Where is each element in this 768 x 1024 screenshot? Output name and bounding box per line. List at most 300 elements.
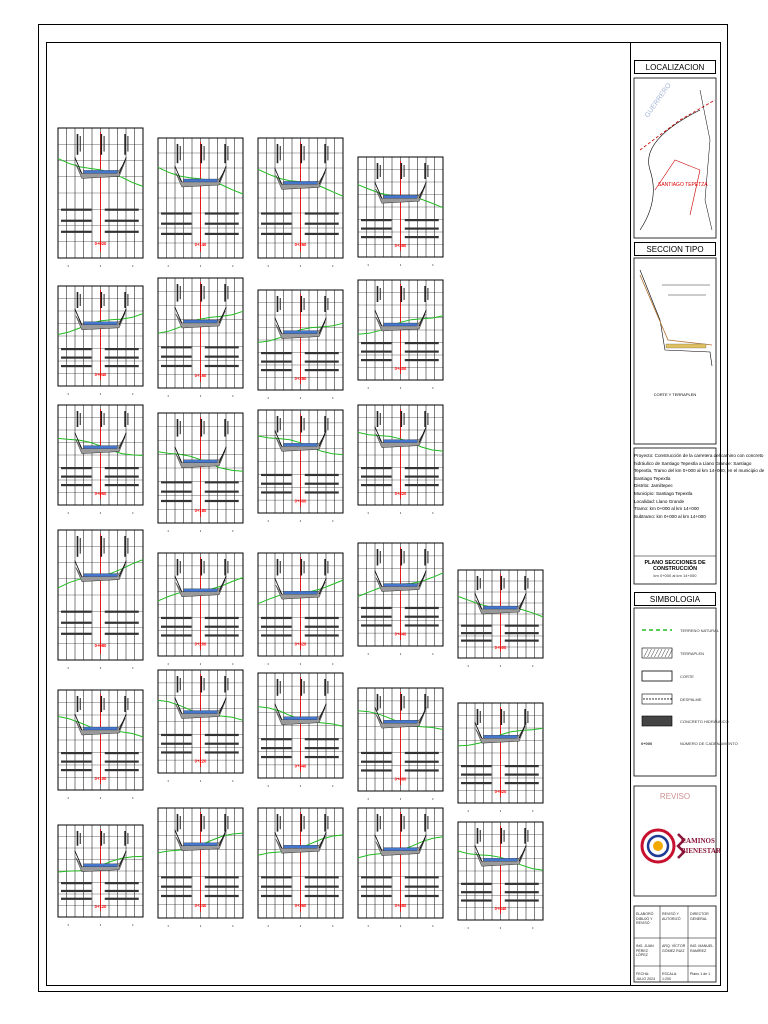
label-block [124, 134, 126, 155]
label-block [424, 286, 426, 302]
data-text [261, 212, 292, 214]
data-text [405, 624, 439, 626]
data-text [361, 876, 392, 878]
axis-tick-label: • [99, 795, 102, 800]
axis-tick-label: • [232, 661, 234, 666]
data-text [161, 626, 192, 628]
label-block [224, 559, 226, 575]
label-block [204, 146, 205, 160]
label-block [377, 286, 379, 302]
data-text [105, 890, 139, 892]
cross-section [358, 157, 443, 267]
data-text [161, 365, 192, 367]
axis-tick-label: • [67, 510, 69, 515]
label-block [327, 561, 328, 573]
label-block [77, 411, 79, 427]
data-text [505, 883, 539, 885]
slope-line [419, 427, 426, 443]
pavement [484, 606, 517, 609]
data-text [105, 467, 139, 469]
label-block [180, 146, 181, 160]
axis-tick-label: • [532, 663, 534, 668]
data-text [505, 782, 539, 784]
label-block [77, 134, 79, 155]
axis-tick-label: • [167, 923, 169, 928]
label-block [304, 681, 305, 694]
axis-tick-label: • [132, 795, 134, 800]
data-text [261, 756, 292, 758]
data-text [105, 769, 139, 771]
plano-subtitle: km 0+000 al km 14+000 [653, 573, 697, 578]
label-block [201, 144, 203, 163]
station-label: 0+520 [494, 789, 507, 794]
pavement [484, 858, 517, 861]
data-text [405, 761, 439, 763]
label-block [501, 828, 503, 844]
data-text [205, 634, 239, 636]
data-text [61, 220, 92, 222]
cross-section [158, 808, 243, 928]
axis-tick-label: • [299, 263, 302, 268]
slope-line [175, 830, 182, 846]
axis-tick-label: • [332, 661, 334, 666]
label-block [424, 694, 426, 710]
axis-tick-label: • [67, 795, 69, 800]
data-text [405, 607, 439, 609]
slope-line [375, 571, 382, 587]
data-text [261, 886, 292, 888]
slope-line [319, 430, 326, 446]
cross-section [158, 413, 243, 533]
data-text [261, 369, 292, 371]
label-block [201, 676, 203, 692]
slope-line [475, 593, 482, 609]
logo-text-caminos: CAMINOS [681, 837, 715, 845]
slope-line [119, 561, 126, 577]
slope-line [519, 593, 526, 609]
label-block [127, 136, 128, 152]
data-text [305, 617, 339, 619]
data-text [405, 484, 439, 486]
sign-cell: ELABORÓ DIBUJÓ Y REVISÓ [636, 912, 654, 926]
station-label: 0+140 [194, 242, 207, 247]
axis-tick-label: • [367, 796, 369, 801]
label-block [80, 698, 81, 710]
cross-section [58, 825, 143, 927]
label-block [301, 814, 303, 832]
slope-line [375, 427, 382, 443]
data-text [205, 481, 239, 483]
station-label: 0+320 [294, 641, 307, 647]
data-text [305, 895, 339, 897]
label-block [377, 694, 379, 710]
slope-line [375, 835, 382, 851]
label-block [80, 833, 81, 844]
label-block [324, 416, 326, 432]
label-block [477, 576, 479, 590]
revisor-label: REVISO [659, 792, 691, 801]
data-text [305, 491, 339, 493]
data-text [61, 484, 92, 486]
label-block [77, 831, 79, 846]
cross-section [358, 808, 443, 928]
pavement [384, 848, 417, 851]
slope-line [219, 307, 226, 323]
plano-title: PLANO SECCIONES DE CONSTRUCCIÓN [644, 560, 706, 572]
slope-line [319, 704, 326, 720]
data-text [405, 359, 439, 361]
axis-tick-label: • [167, 393, 169, 398]
label-block [227, 678, 228, 690]
axis-tick-label: • [232, 263, 234, 268]
pavement [84, 446, 117, 449]
axis-tick-label: • [232, 778, 234, 783]
axis-tick-label: • [67, 391, 69, 396]
data-text [361, 467, 392, 469]
label-block [380, 413, 381, 425]
project-line: Santiago Tepextla [634, 475, 671, 481]
cross-section [358, 280, 443, 390]
label-block [480, 578, 481, 589]
label-block [527, 830, 528, 842]
simbologia-header: SIMBOLOGIA [634, 592, 716, 606]
label-block [380, 551, 381, 563]
label-block [427, 288, 428, 300]
pavement [84, 322, 117, 325]
label-block [227, 421, 228, 434]
axis-tick-label: • [67, 665, 69, 670]
axis-tick-label: • [67, 922, 69, 927]
data-text [161, 500, 192, 502]
data-text [261, 747, 292, 749]
axis-tick-label: • [199, 661, 202, 666]
cross-section [458, 822, 543, 930]
label-block [127, 698, 128, 710]
station-label: 0+240 [194, 903, 207, 908]
label-block [77, 536, 79, 557]
data-text [261, 617, 292, 619]
label-block [280, 146, 281, 160]
data-text [305, 747, 339, 749]
sign-cell: FECHA: JULIO 2024 [636, 972, 656, 981]
label-block [304, 146, 305, 160]
axis-tick-label: • [432, 796, 434, 801]
data-text [205, 886, 239, 888]
data-text [205, 356, 239, 358]
cross-section [258, 553, 343, 666]
data-text [61, 752, 92, 754]
axis-tick-label: • [267, 923, 269, 928]
axis-tick-label: • [267, 518, 269, 523]
data-text [261, 233, 292, 235]
axis-tick-label: • [299, 395, 302, 400]
axis-tick-label: • [199, 263, 202, 268]
data-text [405, 476, 439, 478]
label-block [224, 814, 226, 832]
label-block [177, 559, 179, 575]
data-text [61, 476, 92, 478]
data-text [161, 223, 192, 225]
label-block [327, 418, 328, 430]
label-block [427, 696, 428, 708]
pavement [284, 331, 317, 334]
label-block [104, 538, 105, 554]
axis-tick-label: • [467, 808, 469, 813]
legend-despalme: DESPALME [680, 697, 702, 702]
pavement [384, 720, 417, 723]
data-text [161, 481, 192, 483]
data-text [305, 876, 339, 878]
label-block [501, 709, 503, 725]
label-block [304, 298, 305, 310]
data-text [461, 765, 492, 767]
data-text [61, 898, 92, 900]
axis-tick-label: • [399, 651, 402, 656]
label-block [401, 286, 403, 302]
station-label: 0+060 [94, 491, 107, 496]
axis-tick-label: • [132, 665, 134, 670]
pavement [84, 727, 117, 730]
label-block [124, 536, 126, 557]
station-label: 0+180 [194, 508, 207, 513]
caminos-bienestar-logo [640, 818, 716, 874]
slope-line [119, 157, 126, 173]
sign-cell: ING. JUAN PÉREZ LÓPEZ [636, 944, 654, 958]
data-text [305, 474, 339, 476]
slope-line [319, 168, 326, 184]
axis-tick-label: • [167, 528, 169, 533]
axis-tick-label: • [432, 262, 434, 267]
label-block [280, 561, 281, 573]
data-text [105, 752, 139, 754]
label-block [280, 681, 281, 694]
data-text [261, 634, 292, 636]
axis-tick-label: • [367, 510, 369, 515]
slope-line [375, 182, 382, 198]
cross-section [258, 808, 343, 928]
label-block [401, 411, 403, 427]
data-text [305, 233, 339, 235]
cross-section [258, 290, 343, 400]
pavement [384, 440, 417, 443]
cross-section [258, 138, 343, 268]
axis-tick-label: • [267, 395, 269, 400]
axis-tick-label: • [467, 663, 469, 668]
data-text [61, 231, 92, 233]
label-block [404, 288, 405, 300]
label-block [177, 676, 179, 692]
data-text [261, 626, 292, 628]
data-text [61, 348, 92, 350]
station-label: 0+040 [94, 372, 107, 377]
pavement [284, 181, 317, 184]
label-block [401, 814, 403, 832]
label-block [80, 136, 81, 152]
station-label: 0+080 [94, 643, 107, 648]
data-text [161, 212, 192, 214]
station-label: 0+440 [394, 631, 407, 637]
axis-tick-label: • [332, 263, 334, 268]
label-block [424, 163, 426, 179]
label-block [80, 413, 81, 425]
station-label: 0+420 [394, 491, 407, 496]
data-text [261, 352, 292, 354]
label-block [327, 298, 328, 310]
station-label: 0+120 [94, 903, 107, 909]
data-text [261, 223, 292, 225]
data-text [205, 212, 239, 214]
data-text [361, 886, 392, 888]
project-line: Proyecto: Construcción de la carretera del camino con concreto [634, 453, 764, 458]
label-block [127, 413, 128, 425]
label-block [277, 679, 279, 696]
label-block [527, 711, 528, 723]
axis-tick-label: • [132, 922, 134, 927]
label-block [227, 561, 228, 573]
label-block [280, 298, 281, 310]
station-label: 0+200 [194, 641, 207, 647]
slope-line [275, 832, 282, 848]
axis-tick-label: • [432, 385, 434, 390]
axis-tick-label: • [167, 661, 169, 666]
slope-line [275, 318, 282, 334]
slope-line [219, 166, 226, 182]
label-block [377, 163, 379, 179]
pavement [284, 717, 317, 720]
label-block [104, 294, 105, 306]
data-text [161, 356, 192, 358]
data-text [505, 774, 539, 776]
data-text [405, 876, 439, 878]
axis-tick-label: • [232, 923, 234, 928]
data-text [105, 365, 139, 367]
axis-tick-label: • [367, 385, 369, 390]
station-label: 0+500 [494, 645, 507, 651]
label-block [527, 578, 528, 589]
label-block [401, 163, 403, 179]
data-text [105, 882, 139, 884]
cross-section [158, 553, 243, 666]
data-text [61, 365, 92, 367]
slope-line [175, 576, 182, 592]
sign-cell: ESCALA: 1:200 [662, 972, 678, 981]
data-text [61, 769, 92, 771]
label-block [501, 576, 503, 590]
label-block [227, 286, 228, 299]
pavement [384, 195, 417, 198]
axis-tick-label: • [432, 510, 434, 515]
sign-cell: Plano 1 de 1 [690, 972, 711, 976]
data-text [505, 891, 539, 893]
label-block [424, 411, 426, 427]
pavement [184, 589, 217, 592]
data-text [461, 883, 492, 885]
project-line: Tepextla, Tramo del km 0+000 al km 14+000, en el municipio de [634, 468, 765, 474]
typical-caption: CORTE Y TERRAPLEN [653, 392, 697, 397]
data-text [261, 474, 292, 476]
axis-tick-label: • [467, 925, 469, 930]
label-block [377, 549, 379, 565]
data-text [361, 616, 392, 618]
label-block [301, 416, 303, 432]
label-block [301, 679, 303, 696]
station-label: 0+380 [394, 243, 407, 248]
axis-tick-label: • [132, 510, 134, 515]
label-block [401, 549, 403, 565]
project-description [634, 452, 765, 520]
axis-tick-label: • [532, 808, 534, 813]
cross-section [358, 405, 443, 515]
legend-code: 0+000 [641, 741, 653, 746]
data-text [361, 342, 392, 344]
cross-section [158, 670, 243, 783]
axis-tick-label: • [199, 778, 202, 783]
label-block [124, 292, 126, 308]
data-text [461, 891, 492, 893]
slope-line [419, 571, 426, 587]
axis-tick-label: • [167, 778, 169, 783]
data-text [161, 346, 192, 348]
data-text [161, 743, 192, 745]
data-text [205, 743, 239, 745]
data-text [305, 369, 339, 371]
label-block [104, 136, 105, 152]
data-text [405, 467, 439, 469]
label-block [404, 816, 405, 829]
data-text [105, 761, 139, 763]
axis-tick-label: • [299, 661, 302, 666]
slope-line [219, 447, 226, 463]
label-block [127, 833, 128, 844]
label-block [204, 286, 205, 299]
data-text [405, 895, 439, 897]
data-text [161, 751, 192, 753]
axis-tick-label: • [99, 510, 102, 515]
data-text [361, 228, 392, 230]
label-block [304, 418, 305, 430]
data-text [405, 886, 439, 888]
station-label: 0+280 [294, 376, 307, 381]
data-text [205, 491, 239, 493]
cross-section [258, 410, 343, 523]
label-block [224, 284, 226, 302]
label-block [377, 411, 379, 427]
sign-cell: REVISÓ Y AUTORIZÓ [662, 912, 681, 921]
label-block [301, 559, 303, 575]
legend-cadenamiento: NÚMERO DE CADENAMIENTO [680, 741, 738, 746]
pavement [384, 323, 417, 326]
sign-cell: ARQ. VÍCTOR GÓMEZ RUIZ [662, 944, 686, 953]
label-block [227, 146, 228, 160]
data-text [361, 351, 392, 353]
axis-tick-label: • [332, 518, 334, 523]
label-block [177, 144, 179, 163]
pavement [84, 574, 117, 577]
label-block [201, 284, 203, 302]
label-block [377, 814, 379, 832]
label-block [277, 296, 279, 312]
data-text [105, 633, 139, 635]
cross-section [458, 570, 543, 668]
label-block [380, 288, 381, 300]
label-block [401, 694, 403, 710]
data-text [361, 484, 392, 486]
data-text [405, 236, 439, 238]
data-text [361, 761, 392, 763]
data-text [305, 886, 339, 888]
label-block [504, 830, 505, 842]
label-block [80, 538, 81, 554]
